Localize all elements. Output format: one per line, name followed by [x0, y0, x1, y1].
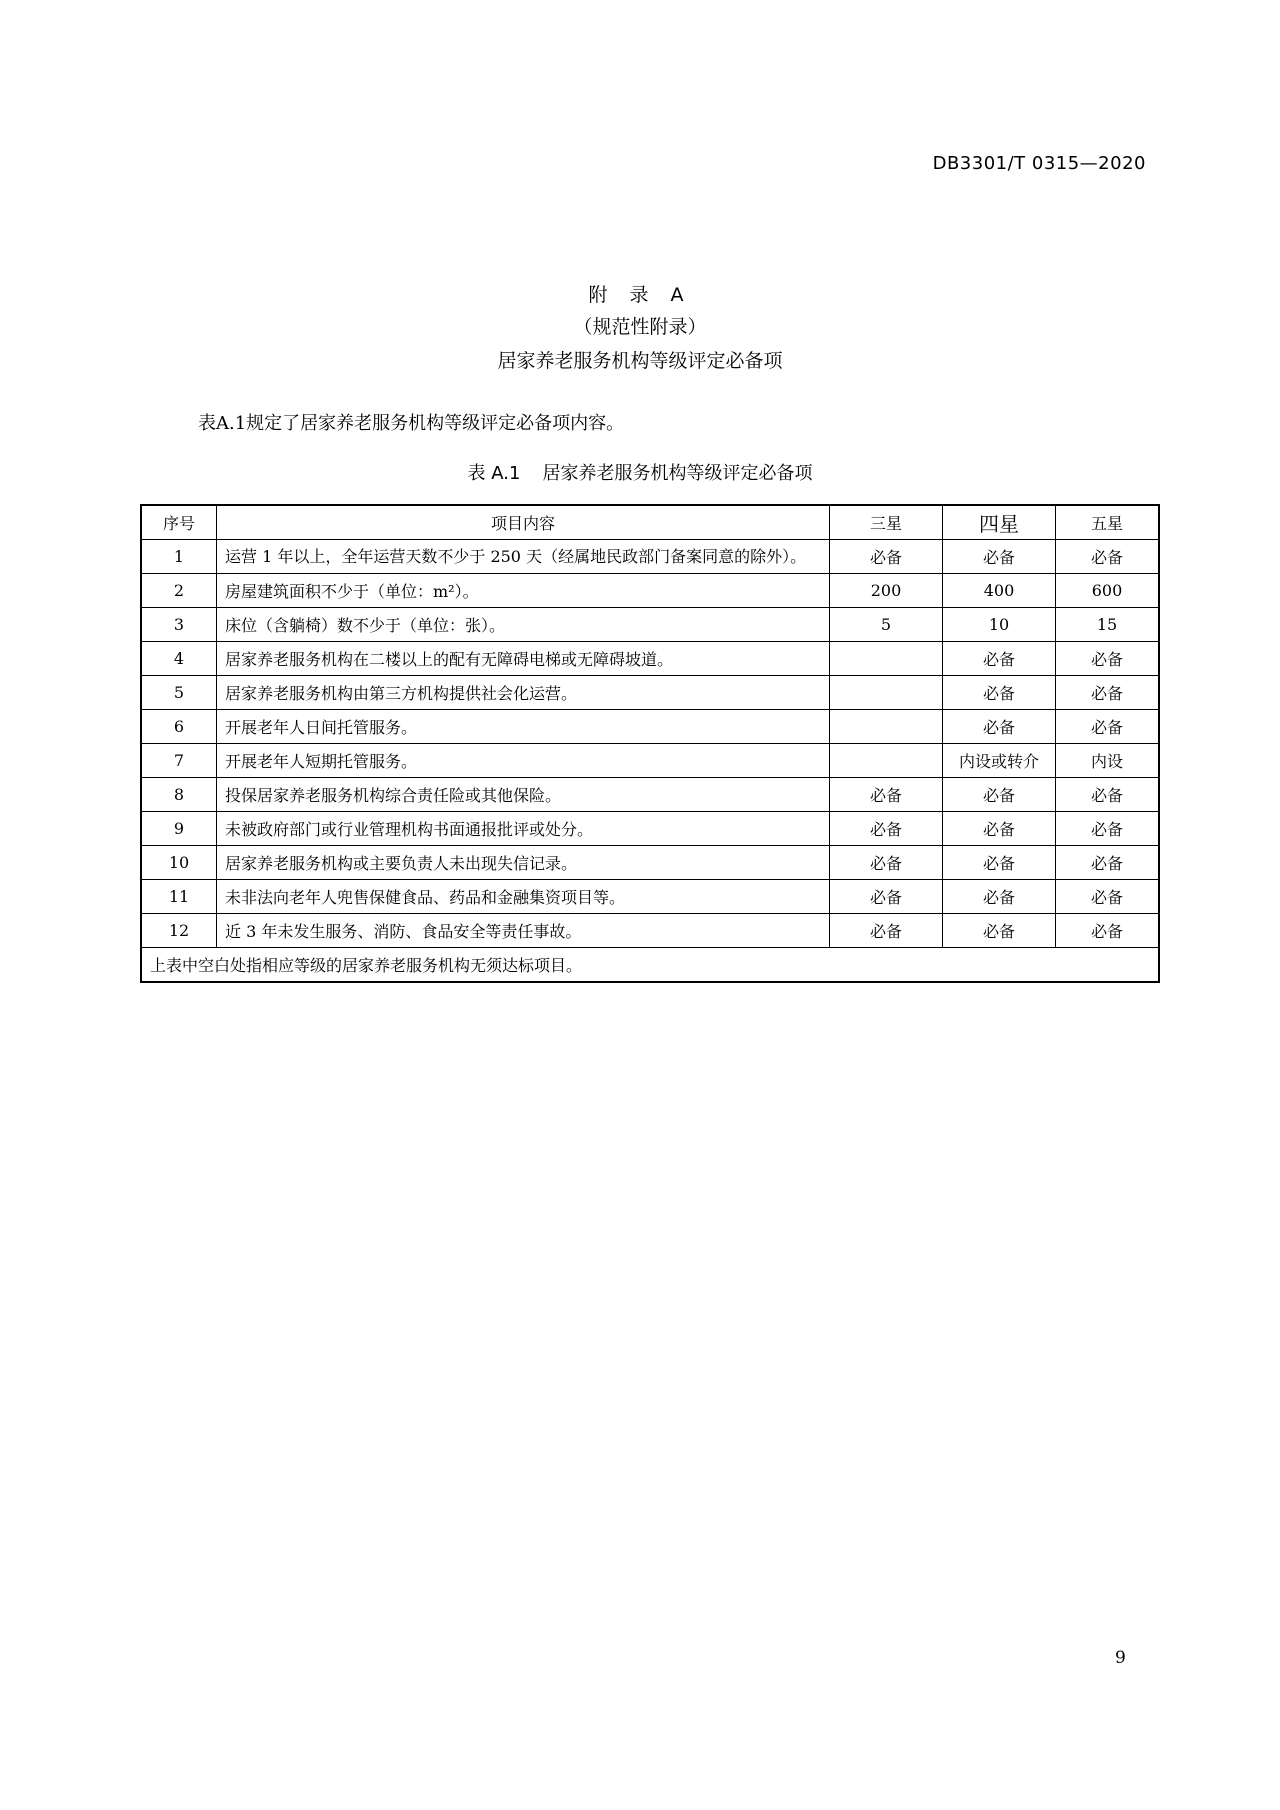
header-cell: 项目内容: [217, 505, 830, 540]
table-row: [141, 846, 1159, 880]
table-row: [141, 642, 1159, 676]
rating-cell: [830, 642, 943, 676]
annex-type: （规范性附录）: [573, 316, 707, 338]
rating-cell: 必备: [830, 880, 943, 914]
table-row: [141, 574, 1159, 608]
rating-cell: 15: [1056, 608, 1160, 642]
document-code: DB3301/T 0315—2020: [932, 153, 1146, 174]
requirements-table: [140, 504, 1160, 983]
annex-title: 居家养老服务机构等级评定必备项: [497, 350, 783, 372]
row-number-cell: 7: [141, 744, 217, 778]
rating-cell: 10: [943, 608, 1056, 642]
rating-cell: 内设: [1056, 744, 1160, 778]
rating-cell: 必备: [830, 778, 943, 812]
rating-cell: 必备: [1056, 880, 1160, 914]
rating-cell: 必备: [830, 914, 943, 948]
item-content-cell: 开展老年人短期托管服务。: [217, 744, 830, 778]
table-row: [141, 778, 1159, 812]
row-number-cell: 12: [141, 914, 217, 948]
header-cell: 三星: [830, 505, 943, 540]
rating-cell: [830, 710, 943, 744]
table-row: [141, 540, 1159, 574]
intro-paragraph: 表A.1规定了居家养老服务机构等级评定必备项内容。: [198, 413, 625, 434]
header-cell: 序号: [141, 505, 217, 540]
row-number-cell: 3: [141, 608, 217, 642]
rating-cell: 必备: [1056, 540, 1160, 574]
rating-cell: 200: [830, 574, 943, 608]
table-row: [141, 710, 1159, 744]
rating-cell: 必备: [1056, 914, 1160, 948]
page-number: 9: [1115, 1648, 1126, 1668]
item-content-cell: 房屋建筑面积不少于（单位：m²）。: [217, 574, 830, 608]
rating-cell: 必备: [943, 812, 1056, 846]
rating-cell: [830, 744, 943, 778]
rating-cell: 必备: [1056, 710, 1160, 744]
row-number-cell: 5: [141, 676, 217, 710]
annex-label: 附 录 A: [588, 284, 692, 306]
rating-cell: 必备: [1056, 676, 1160, 710]
rating-cell: 必备: [943, 846, 1056, 880]
rating-cell: 必备: [830, 812, 943, 846]
header-cell: 五星: [1056, 505, 1160, 540]
header-cell: 四星: [943, 505, 1056, 540]
table-caption: [0, 459, 1280, 485]
rating-cell: 必备: [943, 880, 1056, 914]
rating-cell: 必备: [1056, 846, 1160, 880]
rating-cell: 必备: [943, 676, 1056, 710]
rating-cell: 必备: [1056, 778, 1160, 812]
item-content-cell: 居家养老服务机构由第三方机构提供社会化运营。: [217, 676, 830, 710]
row-number-cell: 1: [141, 540, 217, 574]
row-number-cell: 2: [141, 574, 217, 608]
rating-cell: 必备: [943, 540, 1056, 574]
table-row: [141, 676, 1159, 710]
item-content-cell: 居家养老服务机构或主要负责人未出现失信记录。: [217, 846, 830, 880]
table-row: [141, 608, 1159, 642]
row-number-cell: 8: [141, 778, 217, 812]
rating-cell: 内设或转介: [943, 744, 1056, 778]
rating-cell: 必备: [943, 778, 1056, 812]
row-number-cell: 4: [141, 642, 217, 676]
rating-cell: [830, 676, 943, 710]
table-row: [141, 914, 1159, 948]
rating-cell: 必备: [943, 642, 1056, 676]
rating-cell: 必备: [1056, 642, 1160, 676]
table-note-row: [141, 948, 1159, 983]
rating-cell: 必备: [1056, 812, 1160, 846]
row-number-cell: 10: [141, 846, 217, 880]
item-content-cell: 开展老年人日间托管服务。: [217, 710, 830, 744]
row-number-cell: 9: [141, 812, 217, 846]
rating-cell: 5: [830, 608, 943, 642]
row-number-cell: 6: [141, 710, 217, 744]
rating-cell: 必备: [943, 710, 1056, 744]
rating-cell: 400: [943, 574, 1056, 608]
item-content-cell: 未非法向老年人兜售保健食品、药品和金融集资项目等。: [217, 880, 830, 914]
table-caption-title: 居家养老服务机构等级评定必备项: [542, 463, 813, 484]
rating-cell: 必备: [943, 914, 1056, 948]
item-content-cell: 未被政府部门或行业管理机构书面通报批评或处分。: [217, 812, 830, 846]
row-number-cell: 11: [141, 880, 217, 914]
table-row: [141, 744, 1159, 778]
table-row: [141, 812, 1159, 846]
rating-cell: 必备: [830, 540, 943, 574]
table-row: [141, 880, 1159, 914]
item-content-cell: 居家养老服务机构在二楼以上的配有无障碍电梯或无障碍坡道。: [217, 642, 830, 676]
item-content-cell: 床位（含躺椅）数不少于（单位：张）。: [217, 608, 830, 642]
table-note: 上表中空白处指相应等级的居家养老服务机构无须达标项目。: [141, 948, 1159, 983]
item-content-cell: 近 3 年未发生服务、消防、食品安全等责任事故。: [217, 914, 830, 948]
item-content-cell: 投保居家养老服务机构综合责任险或其他保险。: [217, 778, 830, 812]
table-caption-number: 表 A.1: [467, 463, 521, 484]
item-content-cell: 运营 1 年以上，全年运营天数不少于 250 天（经属地民政部门备案同意的除外）。: [217, 540, 830, 574]
table-header-row: [141, 505, 1159, 540]
rating-cell: 必备: [830, 846, 943, 880]
rating-cell: 600: [1056, 574, 1160, 608]
